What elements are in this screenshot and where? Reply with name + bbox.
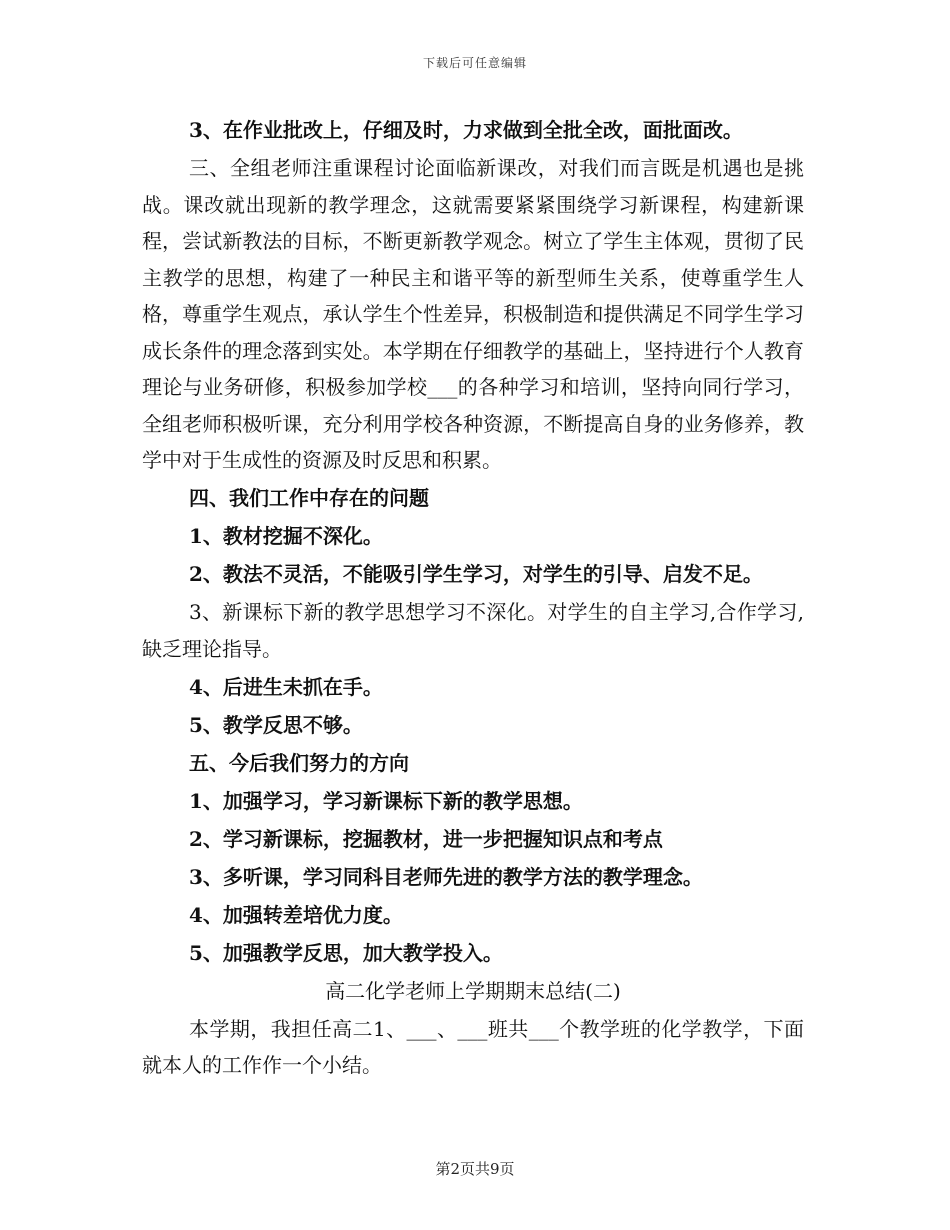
list-item-direction-5: 5、加强教学反思，加大教学投入。 [189,940,503,965]
list-item-problem-5: 5、教学反思不够。 [189,712,363,737]
paragraph-curriculum-discussion: 三、全组老师注重课程讨论面临新课改，对我们而言既是机遇也是挑战。课改就出现新的教学理念，这就需要紧紧围绕学习新课程，构建新课程，尝试新教法的目标，不断更新教学观念。树立了学生主体观，贯彻了民主教学的思想，构建了一种民主和谐平等的新型师生关系，使尊重学生人格，尊重学生观点，承认学生个性差异，积极制造和提供满足不同学生学习成长条件的理念落到实处。本学期在仔细教学的基础上，坚持进行个人教育理论与业务研修，积极参加学校___的各种学习和培训，坚持向同行学习，全组老师积极听课，充分利用学校各种资源，不断提高自身的业务修养，教学中对于生成性的资源及时反思和积累。 [142,156,804,472]
paragraph-intro-summary: 本学期，我担任高二1、___、___班共___个教学班的化学教学，下面就本人的工作作一个小结。 [142,1016,804,1077]
section-heading-problems: 四、我们工作中存在的问题 [189,486,429,510]
list-item-direction-1: 1、加强学习，学习新课标下新的教学思想。 [189,788,583,813]
list-item-direction-2: 2、学习新课标，挖掘教材，进一步把握知识点和考点 [189,826,663,851]
page-header-note: 下载后可任意编辑 [422,56,527,70]
list-item-direction-4: 4、加强转差培优力度。 [189,902,403,927]
list-item-direction-3: 3、多听课，学习同科目老师先进的教学方法的教学理念。 [189,864,703,889]
section-heading-directions: 五、今后我们努力的方向 [189,750,409,775]
paragraph-homework-grading: 3、在作业批改上，仔细及时，力求做到全批全改，面批面改。 [189,118,743,142]
document-body [142,112,804,1085]
list-item-problem-2: 2、教法不灵活，不能吸引学生学习，对学生的引导、启发不足。 [189,562,763,586]
page-footer-number: 第2页共9页 [435,1160,515,1178]
list-item-problem-4: 4、后进生未抓在手。 [189,674,383,699]
list-item-problem-3: 3、新课标下新的教学思想学习不深化。对学生的自主学习,合作学习,缺乏理论指导。 [142,600,804,661]
document-section-title: 高二化学老师上学期期末总结(二) [325,978,621,1003]
list-item-problem-1: 1、教材挖掘不深化。 [189,524,383,548]
